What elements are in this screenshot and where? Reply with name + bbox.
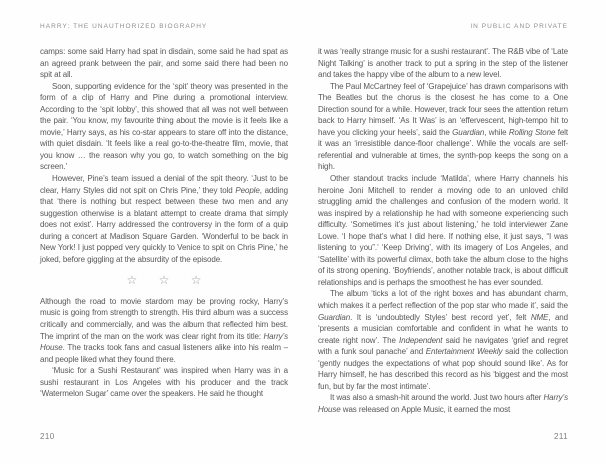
running-header-left: HARRY: THE UNAUTHORIZED BIOGRAPHY <box>40 23 208 30</box>
right-page-body <box>318 46 568 416</box>
running-header-right: IN PUBLIC AND PRIVATE <box>470 23 568 30</box>
paragraph: The Paul McCartney feel of ‘Grapejuice’ has drawn comparisons with The Beatles but the chorus is the closest he has come to a One Direction sound for a while. However, track four sees the attention return back to Harry himself. ‘As It Was’ is an ‘effervescent, high-tempo hit to have you clicking your heels’, said the Guardian, while Rolling Stone felt it was an ‘irresistible dance-floor challenge’. While the vocals are self-referential and vulnerable at times, the synth-pop keeps the song on a high. <box>318 81 568 172</box>
page-number-right: 211 <box>554 432 568 441</box>
paragraph: ‘Music for a Sushi Restaurant’ was inspired when Harry was in a sushi restaurant in Los Angeles with his producer and the track ‘Watermelon Sugar’ came over the speakers. He said he thought <box>40 366 288 399</box>
right-page <box>318 23 568 416</box>
left-page <box>40 23 288 400</box>
left-page-body <box>40 46 288 400</box>
paragraph: camps: some said Harry had spat in disdain, some said he had spat as an agreed prank between the pair, and some said there had been no spit at all. <box>40 47 288 80</box>
paragraph: Although the road to movie stardom may be proving rocky, Harry’s music is going from strength to strength. His third album was a success critically and commercially, and was the album that reflected him best. The imprint of the man on the work was clear right from its title: Harry’s House. The tracks took fans and casual listeners alike into his realm – and people liked what they found there. <box>40 296 288 364</box>
paragraph: Soon, supporting evidence for the ‘spit’ theory was presented in the form of a clip of Harry and Pine during a promotional interview. According to the ‘spit lobby’, this showed that all was not well between the pair. ‘You know, my favourite thing about the movie is it feels like a movie,’ Harry says, as his co-star appears to stare off into the distance, with quiet disdain. ‘It feels like a real go-to-the-theatre film, movie, that you know … the reason why you go, to watch something on the big screen.’ <box>40 81 288 172</box>
paragraph: it was ‘really strange music for a sushi restaurant’. The R&B vibe of ‘Late Night Talking’ is another track to put a spring in the step of the listener and takes the happy vibe of the album to a new level. <box>318 47 568 80</box>
paragraph: Other standout tracks include ‘Matilda’, where Harry channels his heroine Joni Mitchell to render a moving ode to an unloved child struggling amid the challenges and confusion of the modern world. It was inspired by a relationship he had with someone experiencing such difficulty. ‘Sometimes it’s just about listening,’ he told interviewer Zane Lowe. ‘I hope that’s what I did here. If nothing else, it just says, “I was listening to you”.’ ‘Keep Driving’, with its imagery of Los Angeles, and ‘Satellite’ with its powerful climax, both take the album close to the highs of its strong opening. ‘Boyfriends’, another notable track, is about difficult relationships and is perhaps the smoothest he has ever sounded. <box>318 174 568 287</box>
paragraph: It was also a smash-hit around the world. Just two hours after Harry’s House was released on Apple Music, it earned the most <box>318 393 568 414</box>
page-number-left: 210 <box>40 432 55 441</box>
paragraph: However, Pine’s team issued a denial of the spit theory. ‘Just to be clear, Harry Styles did not spit on Chris Pine,’ they told People, adding that ‘there is nothing but respect between these two men and any suggestion otherwise is a blatant attempt to create drama that simply does not exist’. Harry addressed the controversy in the form of a quip during a concert at Madison Square Garden. ‘Wonderful to be back in New York! I just popped very quickly to Venice to spit on Chris Pine,’ he joked, before giggling at the absurdity of the episode. <box>40 174 288 264</box>
paragraph: The album ‘ticks a lot of the right boxes and has abundant charm, which makes it a perfect reflection of the pop star who made it’, said the Guardian. It is ‘undoubtedly Styles’ best record yet’, felt NME, and ‘presents a musician comfortable and confident in what he wants to create right now’. The Independent said he navigates ‘grief and regret with a funk soul panache’ and Entertainment Weekly said the collection ‘gently nudges the expectations of what pop should sound like’. As for Harry himself, he has described this record as his ‘biggest and the most fun, but by far the most intimate’. <box>318 289 568 391</box>
section-separator-stars: ☆ ☆ ☆ <box>126 273 211 288</box>
